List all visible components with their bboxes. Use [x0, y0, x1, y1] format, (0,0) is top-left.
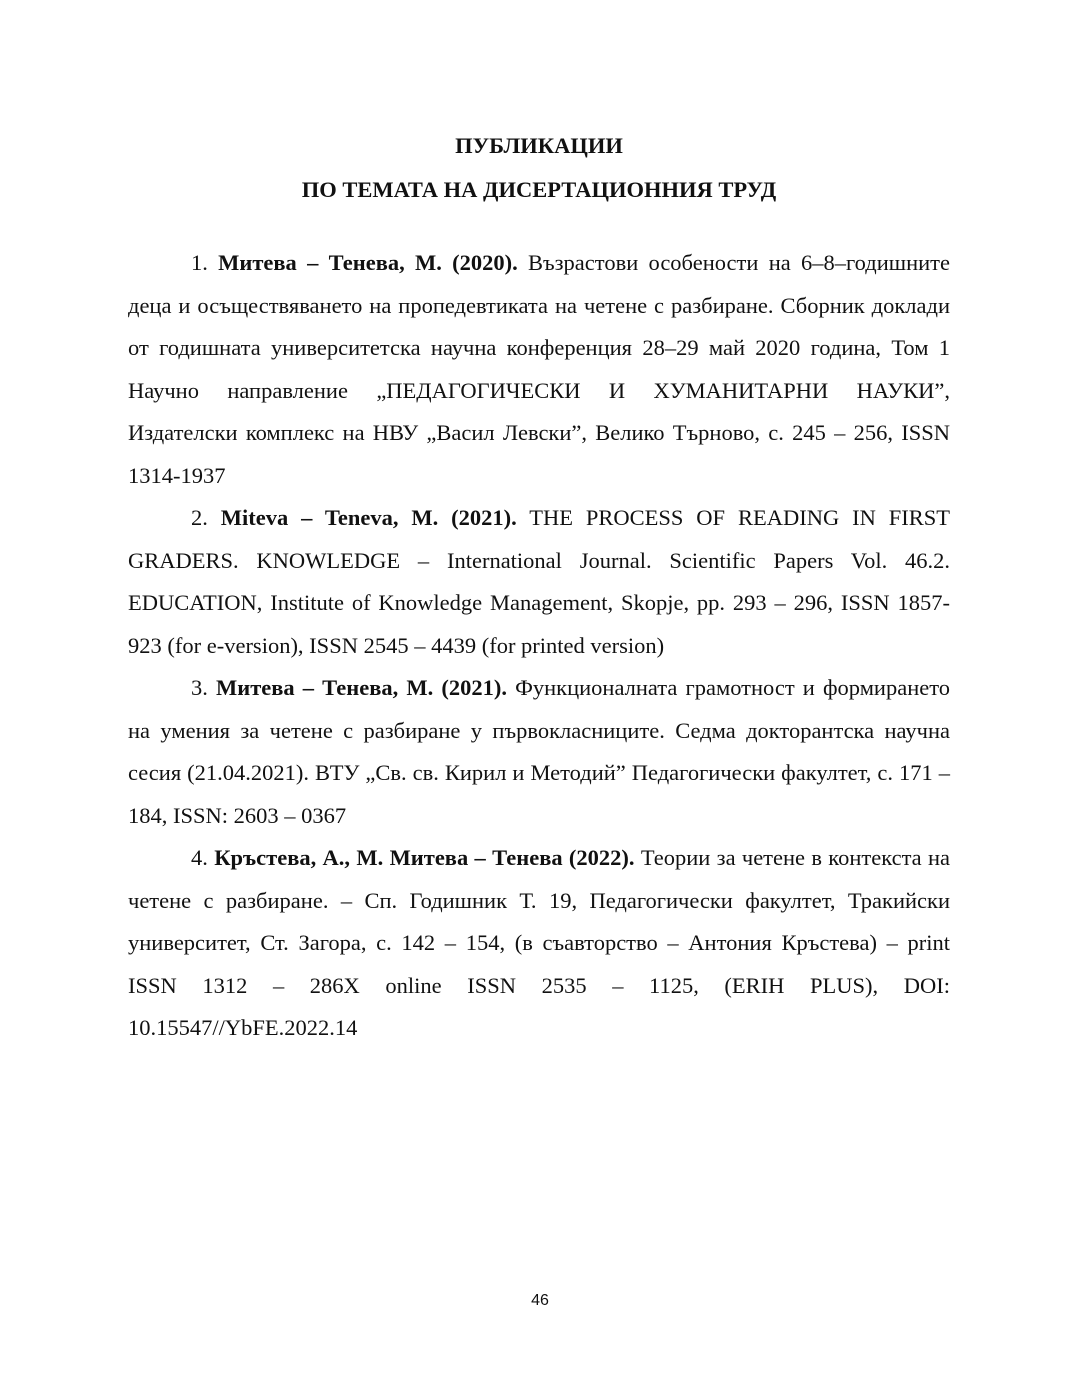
- page-subtitle: ПО ТЕМАТА НА ДИСЕРТАЦИОННИЯ ТРУД: [301, 177, 777, 202]
- publication-authors: Митева – Тенева, М. (2021).: [216, 675, 507, 700]
- publication-item: [128, 837, 950, 1050]
- page-number: 46: [531, 1292, 549, 1309]
- publication-item: [128, 667, 950, 837]
- publication-text: THE PROCESS OF READING IN FIRST GRADERS. KNOWLEDGE – International Journal. Scientific Papers Vol. 46.2. EDUCATION, Institute of Knowledge Management, Skopje, pp. 293 – 296, ISSN 1857-923 (for e-version), ISSN 2545 – 4439 (for printed version): [128, 505, 951, 658]
- title-block: [128, 124, 950, 212]
- publication-authors: Кръстева, А., М. Митева – Тенева (2022).: [214, 845, 635, 870]
- publication-authors: Митева – Тенева, М. (2020).: [218, 250, 518, 275]
- publication-item: [128, 497, 950, 667]
- publication-text: Функционалната грамотност и формирането на умения за четене с разбиране у първокласниците. Седма докторантска научна сесия (21.04.2021). ВТУ „Св. св. Кирил и Методий” Педагогически факултет, с. 171 – 184, ISSN: 2603 – 0367: [128, 675, 951, 828]
- publication-item: [128, 242, 950, 497]
- publication-authors: Miteva – Teneva, M. (2021).: [220, 505, 517, 530]
- publication-number: 4.: [191, 845, 208, 870]
- publication-number: 1.: [191, 250, 208, 275]
- publication-list: [128, 242, 950, 1050]
- page-title: ПУБЛИКАЦИИ: [455, 133, 623, 158]
- publication-text: Теории за четене в контекста на четене с разбиране. – Сп. Годишник Т. 19, Педагогически факултет, Тракийски университет, Ст. Загора, с. 142 – 154, (в съавторство – Антония Кръстева) – print ISSN 1312 – 286X online ISSN 2535 – 1125, (ERIH PLUS), DOI: 10.15547//YbFE.2022.14: [128, 845, 951, 1040]
- publication-number: 2.: [191, 505, 208, 530]
- publication-text: Възрастови особености на 6–8–годишните деца и осъществяването на пропедевтиката на четене с разбиране. Сборник доклади от годишната университетска научна конференция 28–29 май 2020 година, Том 1 Научно направление „ПЕДАГОГИЧЕСКИ И ХУМАНИТАРНИ НАУКИ”, Издателски комплекс на НВУ „Васил Левски”, Велико Търново, с. 245 – 256, ISSN 1314-1937: [128, 250, 950, 488]
- publication-number: 3.: [191, 675, 208, 700]
